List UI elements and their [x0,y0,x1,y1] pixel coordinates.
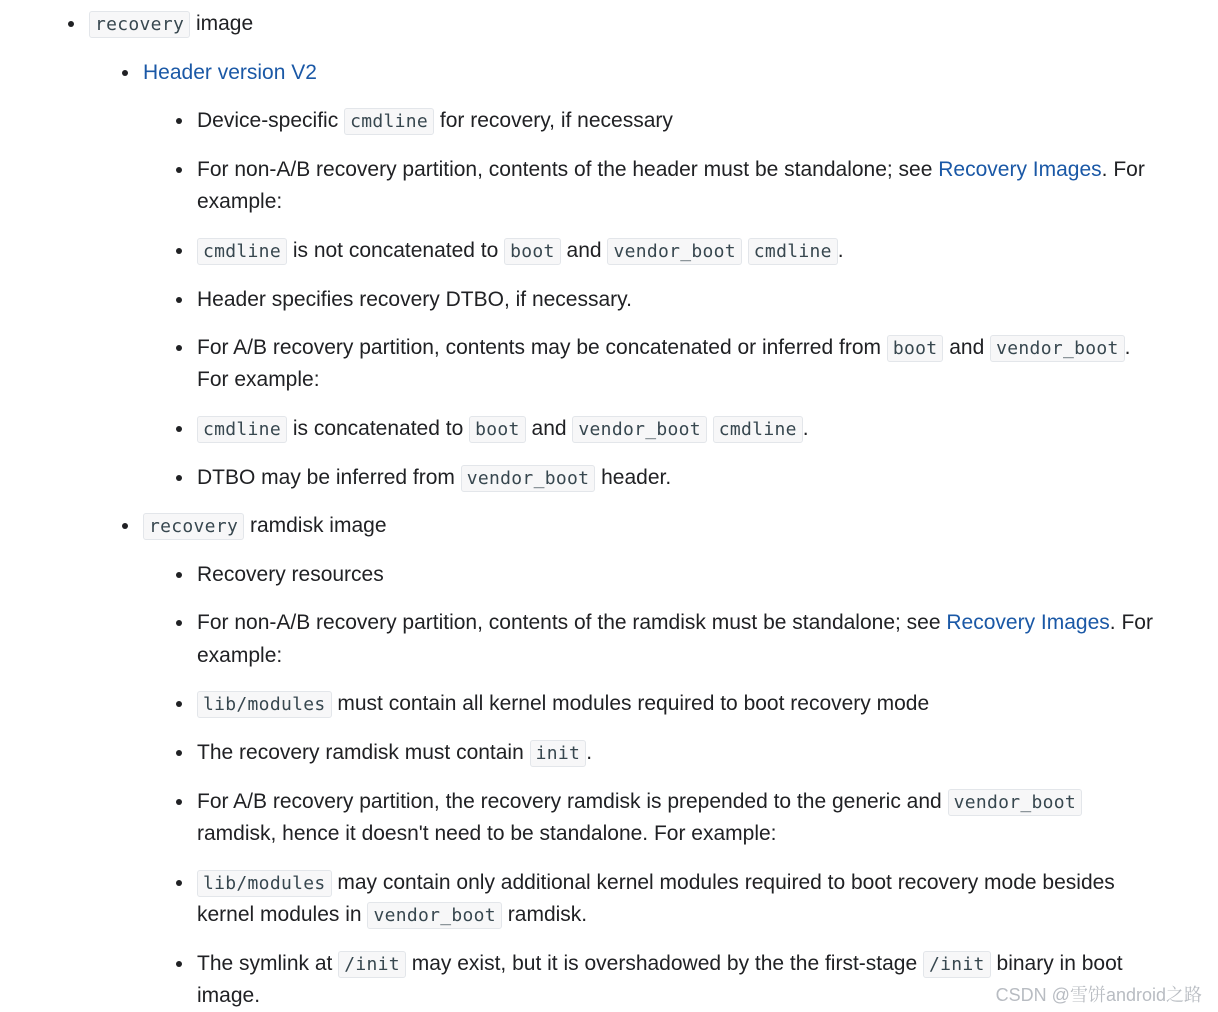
symlink-init-suffix: binary in boot [996,952,1123,975]
bullet-cmdline-concat [176,426,182,432]
code-cmdline: cmdline [197,416,287,443]
device-specific-prefix: Device-specific [197,109,339,132]
list-item-resources [197,559,384,591]
bullet-device-specific [176,118,182,124]
ab-ramdisk-continuation [197,818,777,850]
and-text: and [949,336,985,359]
code-lib-modules: lib/modules [197,691,332,718]
code-vendor-boot: vendor_boot [461,465,596,492]
code-boot: boot [469,416,526,443]
code-init-path: /init [923,951,991,978]
list-item-symlink-init [197,948,1123,981]
non-ab-ramdisk-cont: example: [197,644,283,667]
list-item-ab-header [197,332,1131,365]
non-ab-ramdisk-continuation [197,640,282,672]
ab-ramdisk-text: For A/B recovery partition, the recovery ramdisk is prepended to the generic and [197,790,942,813]
code-init-path: /init [338,951,406,978]
ab-header-cont: For example: [197,368,320,391]
lib-modules-additional-text: may contain only additional kernel modules required to boot recovery mode besides [337,871,1115,894]
period: . [837,239,844,262]
list-item-ab-ramdisk [197,786,1082,819]
list-item-lib-modules-all [197,688,929,721]
list-item-cmdline-not-concat [197,235,844,268]
header-version-link[interactable]: Header version V2 [143,61,317,84]
device-specific-suffix: for recovery, if necessary [439,109,673,132]
bullet-dtbo-inferred [176,475,182,481]
code-init: init [530,740,587,767]
dtbo-inferred-suffix: header. [601,466,672,489]
and-text: and [531,417,567,440]
list-item-non-ab-ramdisk [197,607,1153,639]
code-vendor-boot: vendor_boot [607,238,742,265]
code-cmdline: cmdline [748,238,838,265]
list-item-device-specific [197,105,673,138]
ab-header-continuation [197,364,320,396]
bullet-non-ab-header [176,167,182,173]
code-boot: boot [887,335,944,362]
header-dtbo-text: Header specifies recovery DTBO, if necessary. [197,288,632,311]
list-item-dtbo-inferred [197,462,671,495]
cmdline-concat-text: is concatenated to [292,417,464,440]
bullet-recovery-ramdisk [122,523,128,529]
recovery-ramdisk-label: ramdisk image [249,514,387,537]
non-ab-ramdisk-text: For non-A/B recovery partition, contents of the ramdisk must be standalone; see [197,611,941,634]
code-vendor-boot: vendor_boot [990,335,1125,362]
and-text: and [566,239,602,262]
bullet-ab-ramdisk [176,799,182,805]
recovery-images-link[interactable]: Recovery Images [946,611,1110,634]
list-item-header-dtbo [197,284,632,316]
bullet-ab-header [176,345,182,351]
list-item-must-contain-init [197,737,592,770]
recovery-image-label: image [195,12,254,35]
cmdline-not-concat-text: is not concatenated to [292,239,499,262]
bullet-must-contain-init [176,750,182,756]
code-vendor-boot: vendor_boot [948,789,1083,816]
non-ab-ramdisk-suffix: . For [1109,611,1153,634]
bullet-resources [176,572,182,578]
recovery-images-link[interactable]: Recovery Images [938,158,1102,181]
csdn-watermark: CSDN @雪饼android之路 [995,985,1202,1005]
list-item-header-version [143,57,317,89]
non-ab-header-suffix: . For [1101,158,1145,181]
list-item-cmdline-concat [197,413,809,446]
symlink-init-continuation [197,980,260,1012]
bullet-recovery-image [68,21,74,27]
period: . [586,741,593,764]
bullet-symlink-init [176,961,182,967]
list-item-recovery-image [89,8,253,41]
bullet-header-version [122,70,128,76]
must-contain-init-text: The recovery ramdisk must contain [197,741,524,764]
list-item-non-ab-header [197,154,1145,186]
bullet-cmdline-not-concat [176,248,182,254]
list-item-recovery-ramdisk [143,510,387,543]
ab-ramdisk-cont: ramdisk, hence it doesn't need to be standalone. For example: [197,822,777,845]
code-vendor-boot: vendor_boot [572,416,707,443]
non-ab-header-text: For non-A/B recovery partition, contents of the header must be standalone; see [197,158,933,181]
symlink-init-middle: may exist, but it is overshadowed by the the first-stage [411,952,918,975]
code-cmdline: cmdline [344,108,434,135]
resources-text: Recovery resources [197,563,384,586]
symlink-init-prefix: The symlink at [197,952,333,975]
non-ab-header-continuation [197,186,282,218]
bullet-lib-modules-additional [176,880,182,886]
code-recovery: recovery [89,11,190,38]
bullet-non-ab-ramdisk [176,620,182,626]
bullet-lib-modules-all [176,701,182,707]
period: . [802,417,809,440]
non-ab-header-cont: example: [197,190,283,213]
dtbo-inferred-prefix: DTBO may be inferred from [197,466,455,489]
lib-modules-cont-suffix: ramdisk. [507,903,588,926]
lib-modules-additional-continuation [197,899,587,932]
code-recovery: recovery [143,513,244,540]
lib-modules-all-text: must contain all kernel modules required to boot recovery mode [337,692,930,715]
bullet-header-dtbo [176,297,182,303]
code-vendor-boot: vendor_boot [367,902,502,929]
symlink-init-cont: image. [197,984,261,1007]
ab-header-text: For A/B recovery partition, contents may be concatenated or inferred from [197,336,881,359]
code-cmdline: cmdline [197,238,287,265]
code-lib-modules: lib/modules [197,870,332,897]
lib-modules-cont-prefix: kernel modules in [197,903,362,926]
period: . [1124,336,1131,359]
code-boot: boot [504,238,561,265]
list-item-lib-modules-additional [197,867,1115,900]
code-cmdline: cmdline [713,416,803,443]
